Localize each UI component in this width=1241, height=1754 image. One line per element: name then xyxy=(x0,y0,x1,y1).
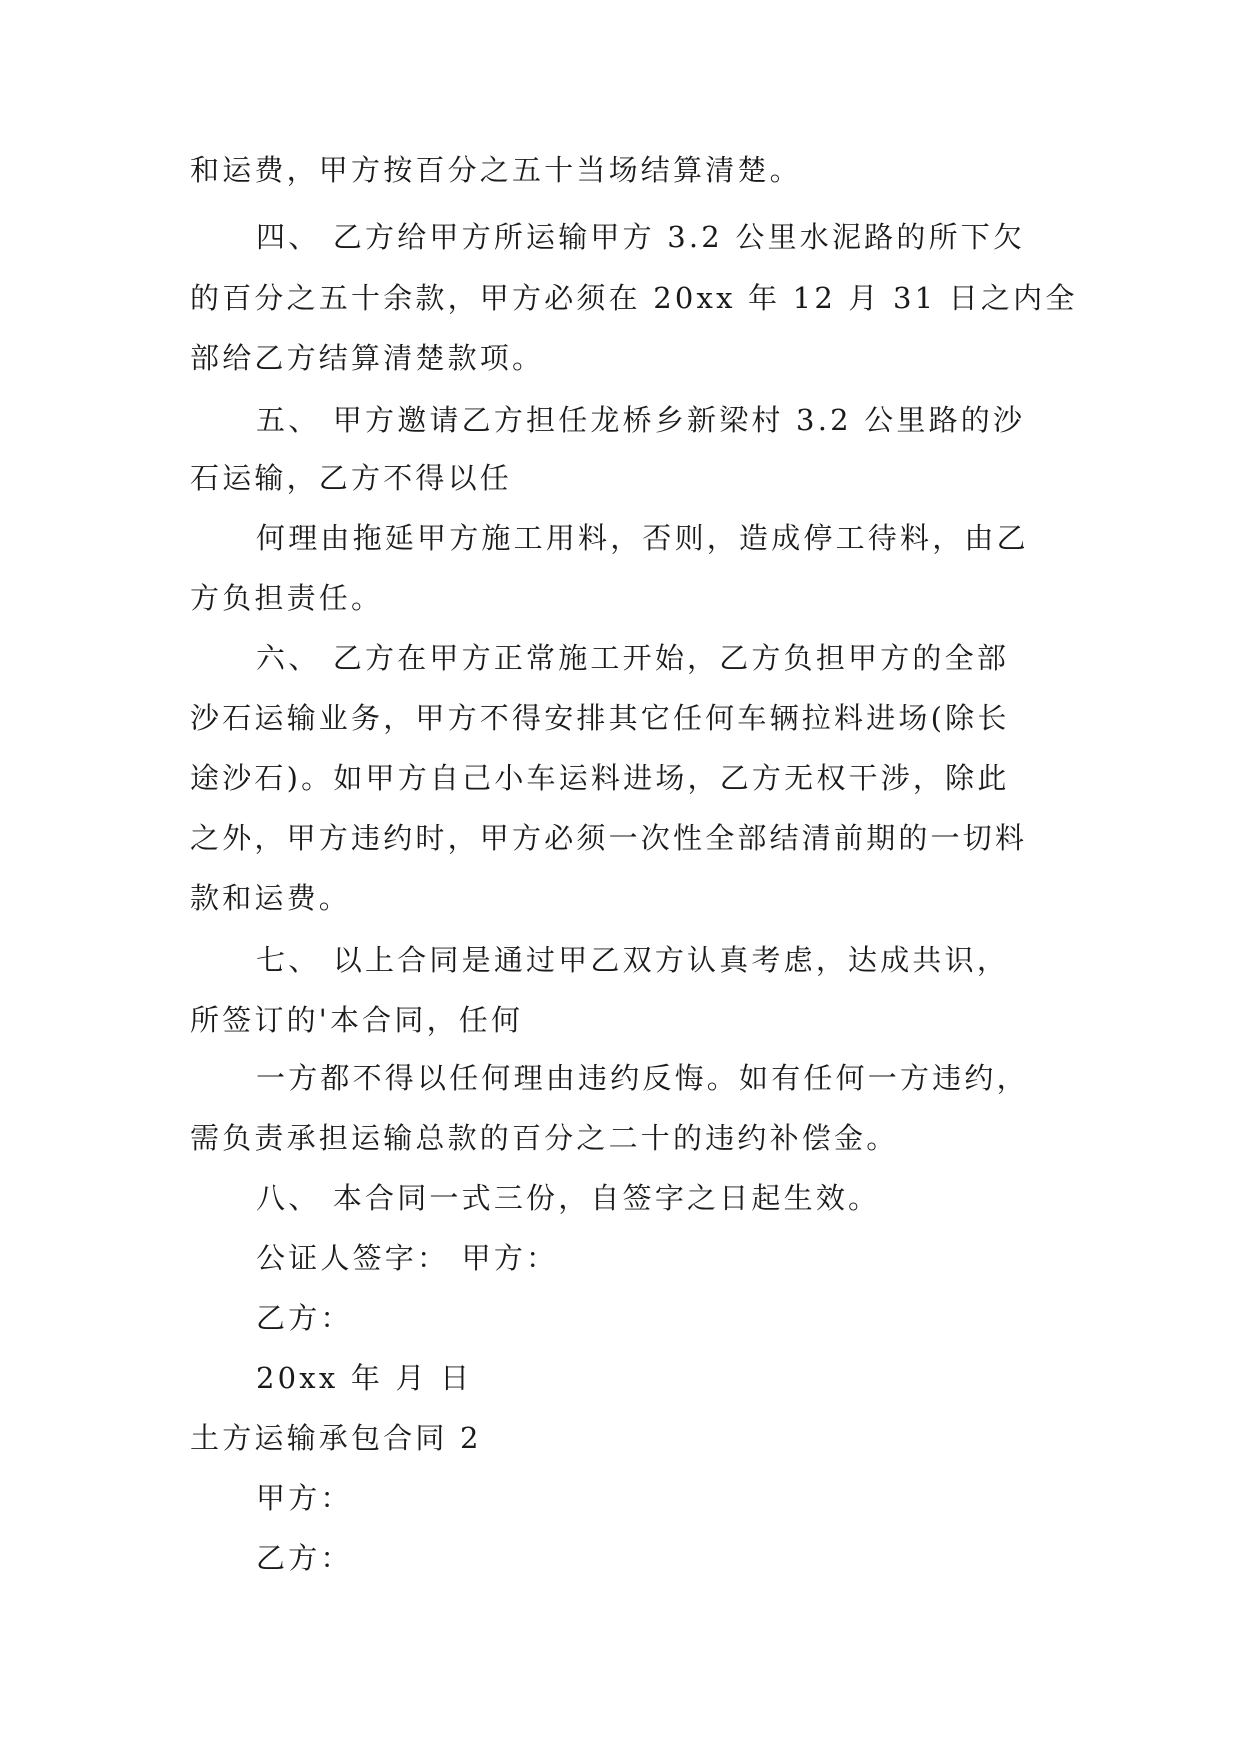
text-line: 七、 以上合同是通过甲乙双方认真考虑，达成共识， xyxy=(256,943,1010,977)
text-line: 需负责承担运输总款的百分之二十的违约补偿金。 xyxy=(190,1121,899,1155)
text-line: 所签订的'本合同，任何 xyxy=(190,1003,524,1037)
text-line: 方负担责任。 xyxy=(190,581,384,615)
text-line: 款和运费。 xyxy=(190,881,352,915)
text-line: 的百分之五十余款，甲方必须在 20xx 年 12 月 31 日之内全 xyxy=(190,281,1078,315)
text-line: 六、 乙方在甲方正常施工开始，乙方负担甲方的全部 xyxy=(256,641,1010,675)
text-line: 一方都不得以任何理由违约反悔。如有任何一方违约， xyxy=(256,1061,1029,1095)
text-line: 石运输，乙方不得以任 xyxy=(190,461,513,495)
text-line: 乙方： xyxy=(256,1541,353,1575)
text-line: 沙石运输业务，甲方不得安排其它任何车辆拉料进场(除长 xyxy=(190,701,1010,735)
text-line: 部给乙方结算清楚款项。 xyxy=(190,341,545,375)
text-line: 五、 甲方邀请乙方担任龙桥乡新梁村 3.2 公里路的沙 xyxy=(256,403,1026,437)
text-line: 公证人签字： 甲方： xyxy=(256,1241,559,1275)
text-line: 20xx 年 月 日 xyxy=(256,1361,473,1395)
text-line: 之外，甲方违约时，甲方必须一次性全部结清前期的一切料 xyxy=(190,821,1028,855)
text-line: 甲方： xyxy=(256,1481,353,1515)
section-title: 土方运输承包合同 2 xyxy=(190,1421,482,1455)
text-line: 途沙石)。如甲方自己小车运料进场，乙方无权干涉，除此 xyxy=(190,761,1010,795)
text-line: 乙方： xyxy=(256,1301,353,1335)
text-line: 四、 乙方给甲方所运输甲方 3.2 公里水泥路的所下欠 xyxy=(256,220,1026,254)
text-line: 八、 本合同一式三份，自签字之日起生效。 xyxy=(256,1181,881,1215)
text-line: 何理由拖延甲方施工用料，否则，造成停工待料，由乙 xyxy=(256,521,1029,555)
text-line: 和运费，甲方按百分之五十当场结算清楚。 xyxy=(190,153,802,187)
